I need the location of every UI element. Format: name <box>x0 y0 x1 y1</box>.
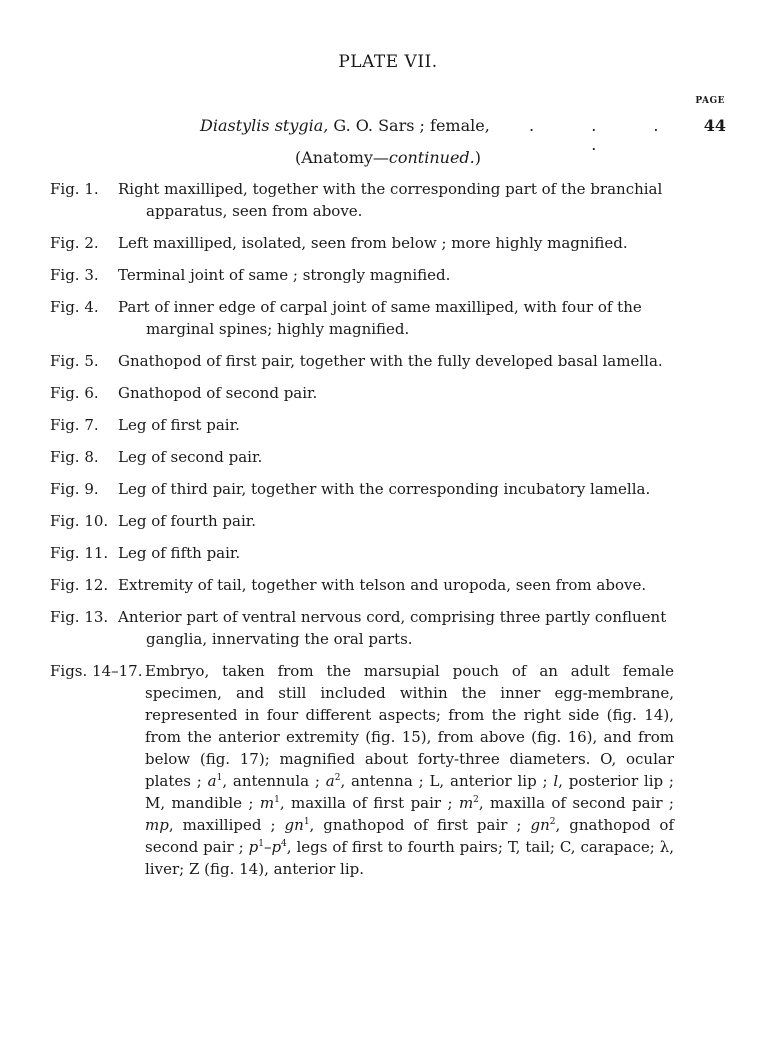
range-dash: – <box>263 838 272 856</box>
figure-entry-5 <box>0 350 776 372</box>
caption-text: , gnathopod of second pair ; <box>145 816 674 856</box>
symbol-gn: gn <box>284 816 304 834</box>
figure-label: Fig. 6. <box>50 384 99 402</box>
figure-entry-9 <box>0 478 776 500</box>
figure-label: Fig. 3. <box>50 266 99 284</box>
figure-caption: Leg of first pair. <box>118 416 240 434</box>
figure-caption: Leg of second pair. <box>118 448 263 466</box>
caption-text: , antennula ; <box>222 772 320 790</box>
figure-label: Fig. 11. <box>50 544 109 562</box>
species-name: Diastylis stygia, <box>200 116 329 135</box>
figure-entry-12 <box>0 574 776 596</box>
figure-label: Fig. 7. <box>50 416 99 434</box>
plate-title: PLATE VII. <box>338 52 438 72</box>
figure-entry-8 <box>0 446 776 468</box>
figure-label: Figs. 14–17. <box>50 662 143 680</box>
symbol-gn: gn <box>530 816 550 834</box>
figure-entry-10 <box>0 510 776 532</box>
symbol-p: p <box>271 838 282 856</box>
symbol-m: m <box>458 794 474 812</box>
figure-caption: Leg of fifth pair. <box>118 544 241 562</box>
caption-line: Right maxilliped, together with the corresponding part of the branchial <box>118 180 663 198</box>
figure-entry-6 <box>0 382 776 404</box>
figure-entry-7 <box>0 414 776 436</box>
superscript: 1 <box>258 839 264 849</box>
figure-caption: Leg of fourth pair. <box>118 512 257 530</box>
figure-label: Fig. 5. <box>50 352 99 370</box>
figure-caption: Leg of third pair, together with the corresponding incubatory lamella. <box>118 480 651 498</box>
figure-label: Fig. 9. <box>50 480 99 498</box>
page-column-label: PAGE <box>695 96 725 106</box>
superscript: 2 <box>473 795 479 805</box>
caption-line: Anterior part of ventral nervous cord, comprising three partly confluent <box>118 608 667 626</box>
figure-entry-3 <box>0 264 776 286</box>
figure-caption <box>118 178 672 222</box>
section-subheading <box>0 148 776 167</box>
caption-text: , legs of first to fourth pairs; T, tail; C, carapace; λ, liver; Z (fig. 14), anterior lip. <box>145 838 674 878</box>
figure-label: Fig. 10. <box>50 512 109 530</box>
dot-leaders: . . . . <box>529 116 685 154</box>
symbol-m: m <box>259 794 275 812</box>
figure-entry-13 <box>0 606 776 650</box>
figure-caption: Gnathopod of first pair, together with the fully developed basal lamella. <box>118 352 663 370</box>
superscript: 4 <box>281 839 287 849</box>
caption-text: Embryo, taken from the marsupial pouch of an adult female specimen, and still included within the inner egg-membrane, represented in four different aspects; from the right side (fig. 14), from the anterior extremity (fig. 15), from above (fig. 16), and from below (fig. 17); magnified about forty-three diameters. O, ocular plates ; <box>145 662 674 790</box>
caption-text: , maxilla of second pair ; <box>478 794 674 812</box>
figure-caption: Extremity of tail, together with telson and uropoda, seen from above. <box>118 576 647 594</box>
figure-entry-1 <box>0 178 776 222</box>
symbol-l: l <box>553 772 559 790</box>
symbol-mp: mp <box>145 816 169 834</box>
figure-label: Fig. 1. <box>50 180 99 198</box>
caption-text: , gnathopod of first pair ; <box>309 816 522 834</box>
figure-label: Fig. 12. <box>50 576 109 594</box>
superscript: 1 <box>216 773 223 783</box>
caption-continuation: marginal spines; highly magnified. <box>146 320 410 338</box>
caption-text: , maxilla of first pair ; <box>279 794 453 812</box>
caption-text: , antenna ; L, anterior lip ; <box>340 772 548 790</box>
superscript: 1 <box>303 817 310 827</box>
subheading-italic: continued. <box>388 148 475 167</box>
caption-continuation: ganglia, innervating the oral parts. <box>146 630 413 648</box>
figure-caption: Left maxilliped, isolated, seen from below ; more highly magnified. <box>118 234 628 252</box>
page-number: 44 <box>703 116 726 135</box>
figure-entry-4 <box>0 296 776 340</box>
caption-text: , maxilliped ; <box>168 816 276 834</box>
subheading-suffix: ) <box>474 148 482 167</box>
figure-caption: Terminal joint of same ; strongly magnified. <box>118 266 451 284</box>
figure-caption <box>145 660 674 880</box>
figure-entry-2 <box>0 232 776 254</box>
figure-label: Fig. 13. <box>50 608 109 626</box>
figure-caption: Gnathopod of second pair. <box>118 384 318 402</box>
superscript: 1 <box>274 795 280 805</box>
species-authority: G. O. Sars ; female, <box>333 116 490 135</box>
figure-entry-14-17 <box>0 660 776 880</box>
symbol-p: p <box>248 838 259 856</box>
caption-line: Part of inner edge of carpal joint of same maxilliped, with four of the <box>118 298 642 316</box>
figure-caption <box>118 606 672 650</box>
figure-caption <box>118 296 672 340</box>
figure-label: Fig. 4. <box>50 298 99 316</box>
symbol-a: a <box>325 772 335 790</box>
caption-text: , posterior lip ; M, mandible ; <box>145 772 674 812</box>
subheading-prefix: (Anatomy— <box>294 148 389 167</box>
superscript: 2 <box>549 817 556 827</box>
superscript: 2 <box>334 773 341 783</box>
caption-continuation: apparatus, seen from above. <box>146 202 363 220</box>
figure-label: Fig. 2. <box>50 234 99 252</box>
figure-caption-list <box>0 178 776 890</box>
figure-entry-11 <box>0 542 776 564</box>
figure-label: Fig. 8. <box>50 448 99 466</box>
symbol-a: a <box>207 772 217 790</box>
